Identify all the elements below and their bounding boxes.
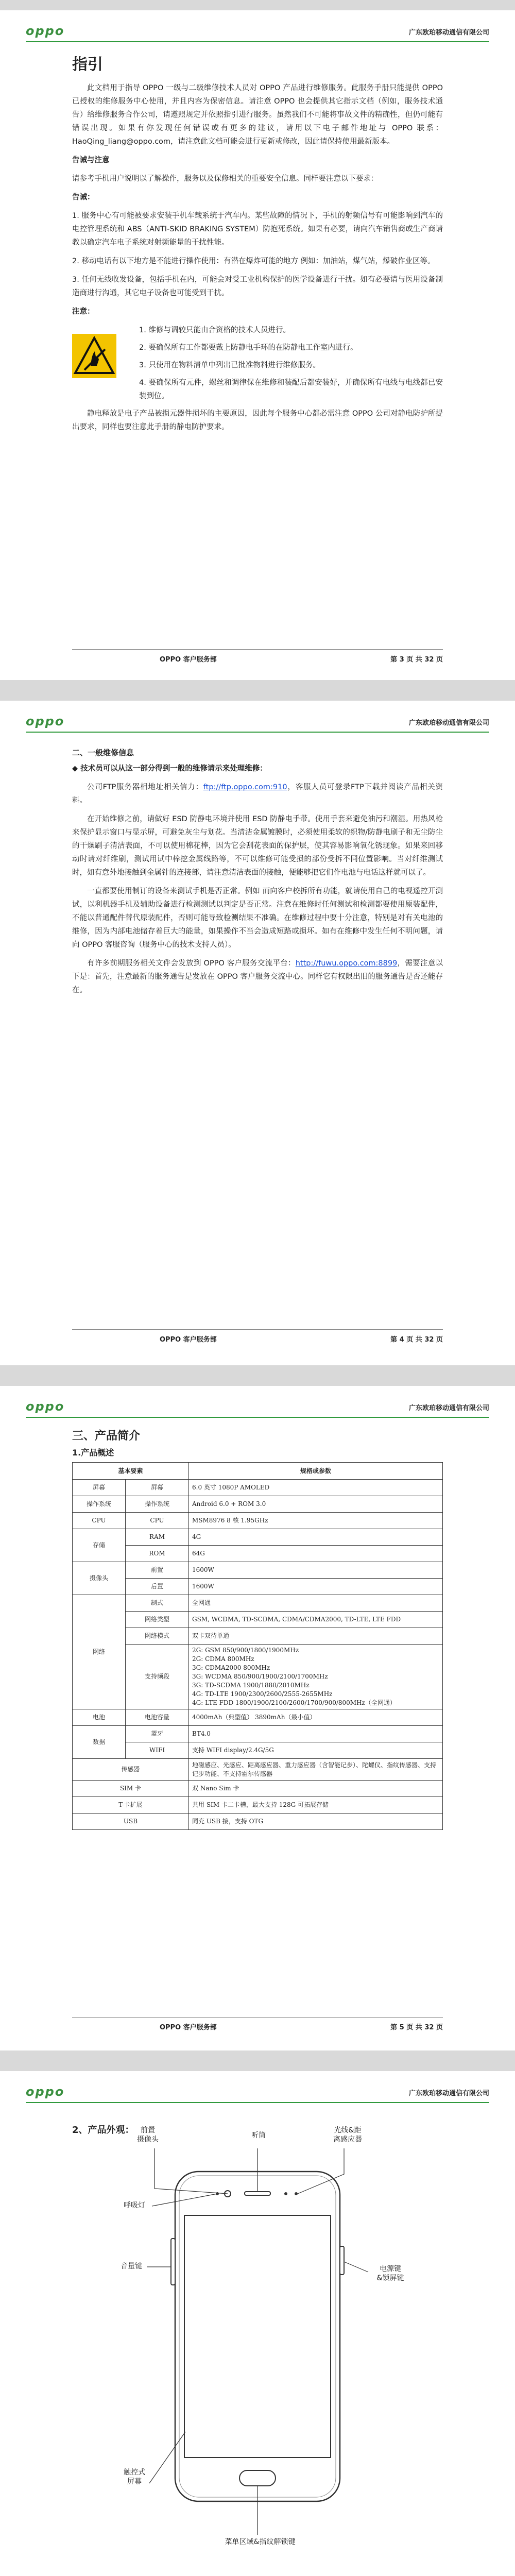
label-front-camera: 前置 摄像头 [137, 2126, 159, 2144]
oppo-logo: oppo [26, 2084, 65, 2099]
table-row: WIFI 支持 WIFI display/2.4G/5G [73, 1742, 443, 1759]
page-footer [72, 1329, 443, 1345]
label-volume-key: 音量键 [121, 2262, 142, 2270]
table-row: 网络模式 双卡双待单通 [73, 1628, 443, 1645]
oppo-logo: oppo [26, 714, 65, 728]
section-heading: 二、一般维修信息 [72, 748, 134, 757]
company-name: 广东欧珀移动通信有限公司 [408, 2090, 489, 2097]
caution-item: 2. 移动电话有以下地方是不能进行操作使用：有潜在爆炸可能的地方 例如：加油站，煤气站，爆破作业区等。 [72, 257, 435, 265]
page-header [26, 21, 489, 42]
label-sensor: 光线&距 离感应器 [333, 2126, 362, 2144]
label-power-key: 电源键 &锁屏键 [376, 2265, 404, 2282]
company-name: 广东欧珀移动通信有限公司 [408, 29, 489, 37]
page-footer [72, 649, 443, 665]
page-header [26, 711, 489, 733]
table-row: 网络 制式 全网通 [73, 1595, 443, 1612]
footer-dept: OPPO 客户服务部 [160, 656, 217, 664]
table-row: T-卡扩展 共用 SIM 卡二卡槽，最大支持 128G 可拓展存储 [73, 1797, 443, 1814]
table-row: 后置 1600W [73, 1579, 443, 1595]
callout-lines [0, 2071, 515, 2576]
table-row: 屏幕 屏幕 6.0 英寸 1080P AMOLED [73, 1480, 443, 1496]
table-row: 电池 电池容量 4000mAh（典型值） 3890mAh（最小值） [73, 1709, 443, 1726]
table-row: 操作系统 操作系统 Android 6.0 + ROM 3.0 [73, 1496, 443, 1513]
table-row: ROM 64G [73, 1546, 443, 1562]
company-name: 广东欧珀移动通信有限公司 [408, 719, 489, 727]
guide-section [72, 52, 443, 439]
caution-item: 1. 服务中心有可能被要求安装手机车载系统于汽车内。某些故障的情况下，手机的射频信号有可能影响到汽车的电控管理系统和 ABS（ANTI-SKID BRAKING SYSTEM）防抱死系统。如果有必要，请向汽车销售商或生产商请教以确定汽车电子系统对射频能量的干扰性能。 [72, 212, 443, 247]
table-row: 网络类型 GSM, WCDMA, TD-SCDMA, CDMA/CDMA2000, TD-LTE, LTE FDD [73, 1612, 443, 1628]
label-bottom-key: 菜单区域&指纹解锁键 [225, 2538, 296, 2546]
testing-paragraph: 一直都要使用制订的设备来测试手机是否正常。例如 而向客户校拆所有功能，就请使用自己的电视遥控开测试，以利机器手机及辅助设备进行检测测试以判定是否正常。注意在维修时任何测试和检测都要使用原装配件，不能以普通配件替代原装配件，否则可能导致检测结果不准确。在维修过程中要十分注意，特别是对有关电池的维修，因为内部电池储存着巨大的能量，如果操作不当会造成短路或损坏。如有在维修中发生任何不明问题，请向 OPPO 客服咨询（服务中心的技术支持人员）。 [72, 887, 443, 949]
esd-note: 静电释放是电子产品被损元器件损坏的主要原因，因此每个服务中心都必需注意 OPPO 公司对静电防护所提出要求，同样也要注意此手册的静电防护要求。 [72, 410, 443, 431]
label-touch-screen: 触控式 屏幕 [124, 2468, 145, 2486]
table-row: 支持频段 2G: GSM 850/900/1800/1900MHz 2G: CDMA 800MHz 3G: CDMA2000 800MHz 3G: WCDMA 850/900/1900/2100/1700MHz 3G: TD-SCDMA 1900/1880/2010MHz 4G: TD-LTE 1900/2300/2600/2555-2655MHz 4G: LTE FDD 1800/1900/2100/2600/1700/900/800MHz（全网通） [73, 1645, 443, 1709]
footer-dept: OPPO 客户服务部 [160, 1336, 217, 1344]
service-platform-link[interactable]: http://fuwu.oppo.com:8899 [295, 959, 398, 968]
table-header: 基本要素 [73, 1463, 189, 1480]
notice-item: 4. 要确保所有元件，螺丝和调律保在维修和装配后都安装好，并确保所有电线与电线都已安装到位。 [139, 379, 443, 400]
caution-intro: 请参考手机用户说明以了解操作，服务以及保修相关的重要安全信息。同样要注意以下要求： [72, 175, 379, 183]
label-breath-light: 呼吸灯 [124, 2201, 145, 2210]
doc-page [0, 10, 515, 680]
page-number: 第 3 页 共 32 页 [390, 656, 443, 664]
company-name: 广东欧珀移动通信有限公司 [408, 1404, 489, 1412]
ftp-link[interactable]: ftp://ftp.oppo.com:910 [203, 783, 287, 791]
notice-list [72, 324, 443, 403]
caution-item: 3. 任何无线收发设备，包括手机在内，可能会对受工业机构保护的医学设备进行干扰。如有必要请与医用设备制造商进行沟通，其它电子设备也可能受到干扰。 [72, 276, 443, 297]
guide-title: 指引 [72, 56, 103, 74]
subsection-heading: 2、产品外观： [72, 2125, 134, 2136]
table-row: 摄像头 前置 1600W [73, 1562, 443, 1579]
oppo-logo: oppo [26, 1399, 65, 1414]
oppo-logo: oppo [26, 24, 65, 38]
notice-item: 1. 维修与调较只能由合资格的技术人员进行。 [139, 326, 290, 334]
table-row: 数据 蓝牙 BT4.0 [73, 1726, 443, 1742]
page-footer [72, 2017, 443, 2033]
notice-item: 2. 要确保所有工作都要戴上防静电手环的在防静电工作室内进行。 [139, 344, 358, 352]
page-header [26, 1396, 489, 1418]
doc-page [0, 701, 515, 1365]
footer-dept: OPPO 客户服务部 [160, 2024, 217, 2031]
caution-label: 告诫： [72, 193, 95, 201]
spec-table [72, 1462, 443, 1830]
table-header: 规格或参数 [189, 1463, 443, 1480]
doc-page [0, 2071, 515, 2576]
notice-label: 注意： [72, 308, 95, 316]
caution-heading: 告诫与注意 [72, 156, 110, 164]
notice-heading: ◆ 技术员可以从这一部分得到一般的维修请示来处理维修： [72, 765, 267, 773]
esd-paragraph: 在开始维修之前，请做好 ESD 防静电环境并使用 ESD 防静电手带。使用手套来避免油污和潮湿。用热风枪来保护显示窗口与显示屏，可避免灰尘与划花。当清洁金属镀膜时，必须使用柔软的织物/防静电刷子和无尘防尘的干燥刷子清洁表面，不可以使用棉花棒，因为它会刮花表面的保护层，使其容易影响氧化锈现象。如果来回移动时请对纤维刷，测试用试中棒挖金属线路等，不可以维修可能受损的部份受拆不同位置影响。当对纤维测试时，如有意外地接触到金属针的连接部，请注意清洁表面的接触，便能够把它们作电池与电话这样就可以了。 [72, 815, 443, 877]
maintenance-section [72, 747, 443, 1002]
guide-intro: 此文档用于指导 OPPO 一级与二级维修技术人员对 OPPO 产品进行维修服务。此服务手册只能提供 OPPO 已授权的维修服务中心使用，并且内容为保密信息。请注意 OPPO 也会提供其它指示文档（例如，服务技术通告）给维修服务合作公司，请遵照规定并依照指引进行服务。虽然我们不可能将事故文件的精确性，但仍可能有错误出现。如果有你发现任何错误或有更多的建议，请用以下电子邮件地址与 OPPO 联系：HaoQing_liang@oppo.com，请注意此文档可能会进行更新或修改，因此请保持使用最新版本。 [72, 84, 443, 146]
page-number: 第 4 页 共 32 页 [390, 1336, 443, 1344]
table-row: 存储 RAM 4G [73, 1529, 443, 1546]
doc-page [0, 1386, 515, 2050]
table-row: USB 同充 USB 接，支持 OTG [73, 1814, 443, 1830]
notice-item: 3. 只使用在物料清单中列出已批准物料进行维修服务。 [139, 361, 320, 369]
table-row: CPU CPU MSM8976 8 核 1.95GHz [73, 1513, 443, 1529]
esd-warning-icon [72, 334, 116, 378]
table-row: SIM 卡 双 Nano Sim 卡 [73, 1781, 443, 1797]
service-platform-paragraph: 有许多前期服务相关文件会发放到 OPPO 客户服务交流平台：http://fuwu.oppo.com:8899，需要注意以下是：首先，注意最新的服务通告是发放在 OPPO 客户服务交流中心。同样它有权限出旧的服务通告是否还能存在。 [72, 959, 443, 994]
page-number: 第 5 页 共 32 页 [390, 2024, 443, 2031]
section-heading: 三、产品简介 [72, 1430, 141, 1443]
subsection-heading: 1.产品概述 [72, 1448, 114, 1458]
product-section [72, 1427, 443, 1830]
label-earpiece: 听筒 [251, 2131, 266, 2140]
table-row: 传感器 地磁感应、光感应、距离感应器、重力感应器（含智能记步）、陀螺仪、指纹传感器、支持记步功能、不支持霍尔传感器 [73, 1759, 443, 1781]
ftp-paragraph: 公司FTP服务器相地址相关信力：ftp://ftp.oppo.com:910，客服人员可登录FTP下载并阅读产品相关资料。 [72, 783, 443, 805]
